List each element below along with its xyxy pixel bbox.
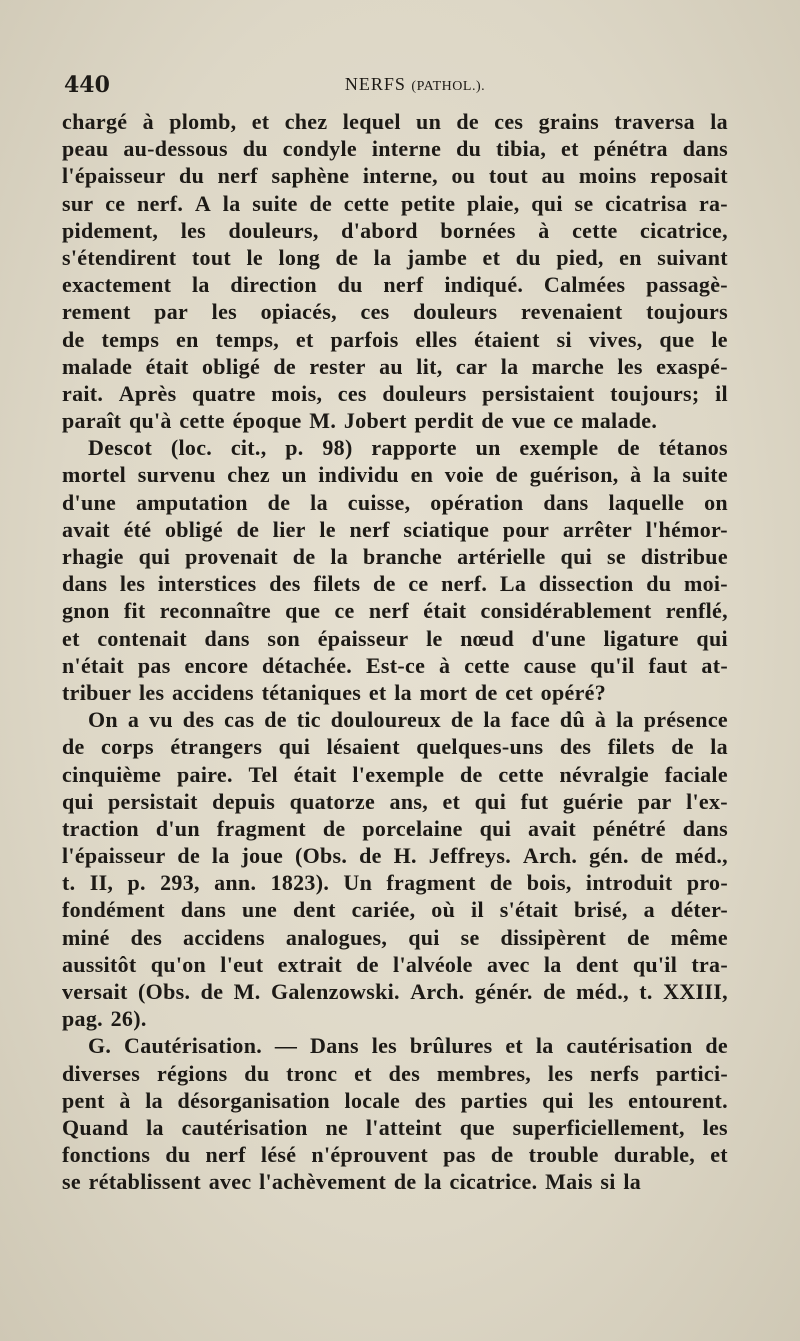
text-line: cinquième paire. Tel était l'exemple de cette névralgie faciale bbox=[62, 761, 728, 787]
text-line: On a vu des cas de tic douloureux de la face dû à la présence bbox=[88, 707, 728, 733]
text-line: tribuer les accidens tétaniques et la mort de cet opéré? bbox=[62, 679, 607, 705]
text-line: de corps étrangers qui lésaient quelques-uns des filets de la bbox=[62, 734, 728, 760]
text-line: gnon fit reconnaître que ce nerf était considérablement renflé, bbox=[62, 598, 728, 624]
text-line: de temps en temps, et parfois elles étaient si vives, que le bbox=[62, 326, 728, 352]
text-line: et contenait dans son épaisseur le nœud d'une ligature qui bbox=[62, 625, 728, 651]
text-line: se rétablissent avec l'achèvement de la cicatrice. Mais si la bbox=[62, 1169, 642, 1195]
text-line: paraît qu'à cette époque M. Jobert perdit de vue ce malade. bbox=[62, 408, 658, 434]
text-line: fondément dans une dent cariée, où il s'était brisé, a déter- bbox=[62, 897, 728, 923]
running-head bbox=[64, 74, 726, 95]
page-header bbox=[64, 72, 726, 102]
text-line: rait. Après quatre mois, ces douleurs persistaient toujours; il bbox=[62, 380, 728, 406]
body-text bbox=[62, 108, 728, 1196]
text-line: malade était obligé de rester au lit, car la marche les exaspé- bbox=[62, 353, 728, 379]
text-line: pag. 26). bbox=[62, 1006, 147, 1032]
text-line: traction d'un fragment de porcelaine qui avait pénétré dans bbox=[62, 815, 728, 841]
text-line: Quand la cautérisation ne l'atteint que superficiellement, les bbox=[62, 1114, 728, 1140]
text-line: d'une amputation de la cuisse, opération dans laquelle on bbox=[62, 489, 728, 515]
text-line: rhagie qui provenait de la branche artérielle qui se distribue bbox=[62, 544, 728, 569]
text-line: pidement, les douleurs, d'abord bornées à cette cicatrice, bbox=[62, 217, 728, 243]
text-line: rement par les opiacés, ces douleurs revenaient toujours bbox=[62, 299, 728, 325]
text-line: exactement la direction du nerf indiqué. Calmées passagè- bbox=[62, 272, 728, 298]
page-number: 440 bbox=[64, 72, 110, 98]
text-line: chargé à plomb, et chez lequel un de ces grains traversa la bbox=[62, 109, 728, 134]
text-line: avait été obligé de lier le nerf sciatique pour arrêter l'hémor- bbox=[62, 516, 728, 542]
text-line: aussitôt qu'on l'eut extrait de l'alvéole avec la dent qu'il tra- bbox=[62, 951, 728, 977]
text-line: l'épaisseur du nerf saphène interne, ou tout au moins reposait bbox=[62, 163, 728, 189]
text-line: miné des accidens analogues, qui se dissipèrent de même bbox=[62, 924, 728, 950]
text-line: G. Cautérisation. — Dans les brûlures et la cautérisation de bbox=[88, 1033, 728, 1059]
text-line: pent à la désorganisation locale des parties qui les entourent. bbox=[62, 1087, 728, 1113]
text-line: s'étendirent tout le long de la jambe et du pied, en suivant bbox=[62, 244, 728, 270]
text-line: qui persistait depuis quatorze ans, et qui fut guérie par l'ex- bbox=[62, 788, 728, 814]
text-line: peau au-dessous du condyle interne du tibia, et pénétra dans bbox=[62, 136, 728, 162]
text-line: dans les interstices des filets de ce nerf. La dissection du moi- bbox=[62, 571, 728, 597]
text-line: t. II, p. 293, ann. 1823). Un fragment de bois, introduit pro- bbox=[62, 870, 728, 896]
text-line: sur ce nerf. A la suite de cette petite plaie, qui se cicatrisa ra- bbox=[62, 190, 728, 216]
text-line: n'était pas encore détachée. Est-ce à cette cause qu'il faut at- bbox=[62, 652, 728, 678]
text-line: fonctions du nerf lésé n'éprouvent pas de trouble durable, et bbox=[62, 1142, 728, 1168]
running-head-sub: (PATHOL.). bbox=[411, 79, 486, 94]
text-line: l'épaisseur de la joue (Obs. de H. Jeffreys. Arch. gén. de méd., bbox=[62, 843, 728, 869]
text-line: mortel survenu chez un individu en voie de guérison, à la suite bbox=[62, 462, 728, 488]
text-line: versait (Obs. de M. Galenzowski. Arch. génér. de méd., t. XXIII, bbox=[62, 979, 728, 1004]
running-head-main: NERFS bbox=[344, 74, 406, 94]
text-line: Descot (loc. cit., p. 98) rapporte un exemple de tétanos bbox=[88, 435, 728, 461]
text-line: diverses régions du tronc et des membres, les nerfs partici- bbox=[62, 1060, 728, 1086]
